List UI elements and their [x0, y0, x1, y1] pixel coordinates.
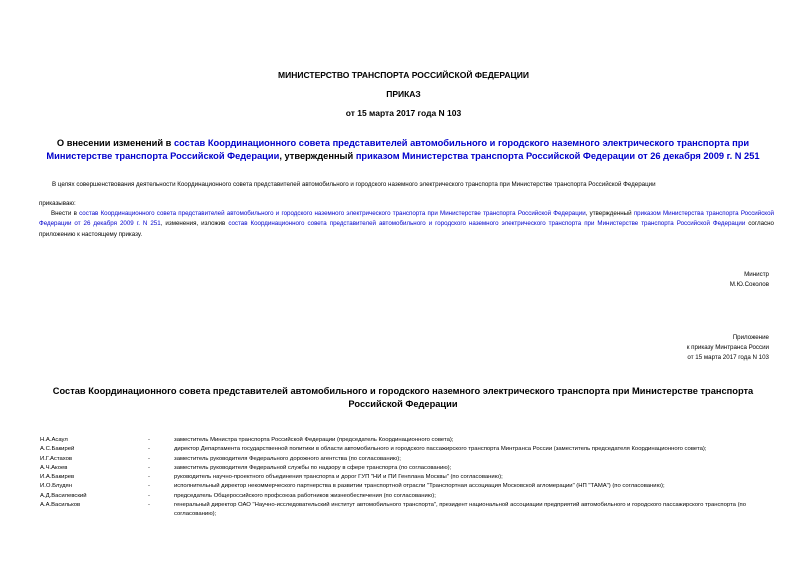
document-title	[34, 137, 772, 162]
orders-label: приказываю:	[39, 200, 76, 207]
member-name: А.С.Бакирей	[40, 446, 75, 453]
item-text: , утвержденный	[585, 210, 634, 217]
member-role: генеральный директор ОАО "Научно-исследовательский институт автомобильного транспорта", президент национальной ассоциации предприятий автомобильного и городского пассажирского транспорта (по согласованию);	[174, 502, 747, 518]
list-item	[40, 501, 780, 519]
signer-name: М.Ю.Соколов	[729, 281, 769, 289]
list-item	[40, 482, 780, 491]
member-dash: -	[148, 474, 150, 481]
list-item	[40, 445, 780, 454]
composition-title: Состав Координационного совета представителей автомобильного и городского наземного электрического транспорта при Министерстве транспорта Российской Федерации	[52, 386, 754, 409]
list-item	[40, 436, 780, 445]
member-name: А.Д.Василевский	[40, 492, 87, 499]
member-role: руководитель научно-проектного объединения транспорта и дорог ГУП "НИ и ПИ Генплана Москвы" (по согласованию);	[174, 474, 503, 481]
title-text: , утвержденный	[279, 150, 356, 161]
purpose-paragraph: В целях совершенствования деятельности Координационного совета представителей автомобильного и городского наземного электрического транспорта при Министерстве транспорта Российской Федерации	[52, 181, 656, 188]
appendix-block	[687, 333, 769, 364]
member-name: Н.А.Асаул	[40, 437, 68, 443]
title-link-composition[interactable]: состав Координационного совета представителей автомобильного и городского наземного электрического транспорта при Министерстве транспорта Российской Федерации	[46, 138, 750, 161]
member-dash: -	[148, 502, 150, 509]
member-name: А.А.Васильков	[40, 502, 81, 509]
member-dash: -	[148, 464, 150, 471]
list-item	[40, 464, 780, 473]
ministry-heading: МИНИСТЕРСТВО ТРАНСПОРТА РОССИЙСКОЙ ФЕДЕРАЦИИ	[278, 70, 529, 80]
list-item	[40, 455, 780, 464]
member-role: заместитель Министра транспорта Российской Федерации (председатель Координационного совета);	[174, 437, 454, 443]
document-type: ПРИКАЗ	[386, 89, 421, 99]
member-dash: -	[148, 446, 150, 453]
member-role: заместитель руководителя Федеральной службы по надзору в сфере транспорта (по согласованию);	[174, 464, 452, 471]
member-role: директор Департамента государственной политики в области автомобильного и городского пассажирского транспорта Минтранса России (заместитель председателя Координационного совета);	[174, 446, 707, 453]
member-dash: -	[148, 455, 150, 462]
order-date-number: от 15 марта 2017 года N 103	[345, 108, 462, 118]
title-text: О внесении изменений в	[56, 138, 174, 148]
member-name: И.О.Блудян	[40, 483, 72, 490]
list-item	[40, 473, 780, 482]
item-link-composition-2[interactable]: состав Координационного совета представителей автомобильного и городского наземного электрического транспорта при Министерстве транспорта Российской Федерации	[228, 220, 746, 228]
appendix-line: Приложение	[732, 334, 769, 341]
member-dash: -	[148, 483, 150, 490]
item-link-composition[interactable]: состав Координационного совета представителей автомобильного и городского наземного электрического транспорта при Министерстве транспорта Российской Федерации	[79, 210, 586, 217]
member-role: председатель Общероссийского профсоюза работников жизнеобеспечения (по согласованию);	[174, 492, 436, 499]
member-name: И.А.Бакирев	[40, 474, 75, 481]
title-link-order-251[interactable]: приказом Министерства транспорта Российской Федерации от 26 декабря 2009 г. N 251	[355, 150, 760, 161]
member-role: исполнительный директор некоммерческого партнерства в развитии транспортной отрасли "Транспортная ассоциация Московской агломерации" (НП "ТАМА") (по согласованию);	[174, 483, 665, 490]
members-list	[40, 436, 780, 519]
member-dash: -	[148, 437, 150, 443]
appendix-line: от 15 марта 2017 года N 103	[687, 354, 769, 362]
member-name: А.Ч.Акоев	[40, 464, 68, 471]
order-item-paragraph	[39, 209, 774, 240]
member-name: И.Г.Астахов	[40, 455, 73, 462]
item-text: согласно приложению к настоящему приказу.	[39, 220, 774, 238]
item-text: , изменения, изложив	[160, 220, 229, 228]
list-item	[40, 492, 780, 501]
appendix-line: к приказу Минтранса России	[686, 344, 769, 352]
signature-block	[730, 270, 769, 290]
member-role: заместитель руководителя Федерального дорожного агентства (по согласованию);	[174, 455, 401, 462]
item-text: Внести в	[51, 210, 80, 217]
signer-position: Министр	[744, 271, 769, 278]
member-dash: -	[148, 492, 150, 499]
item-link-order-251[interactable]: приказом Министерства транспорта Российской Федерации от 26 декабря 2009 г. N 251	[39, 210, 774, 228]
